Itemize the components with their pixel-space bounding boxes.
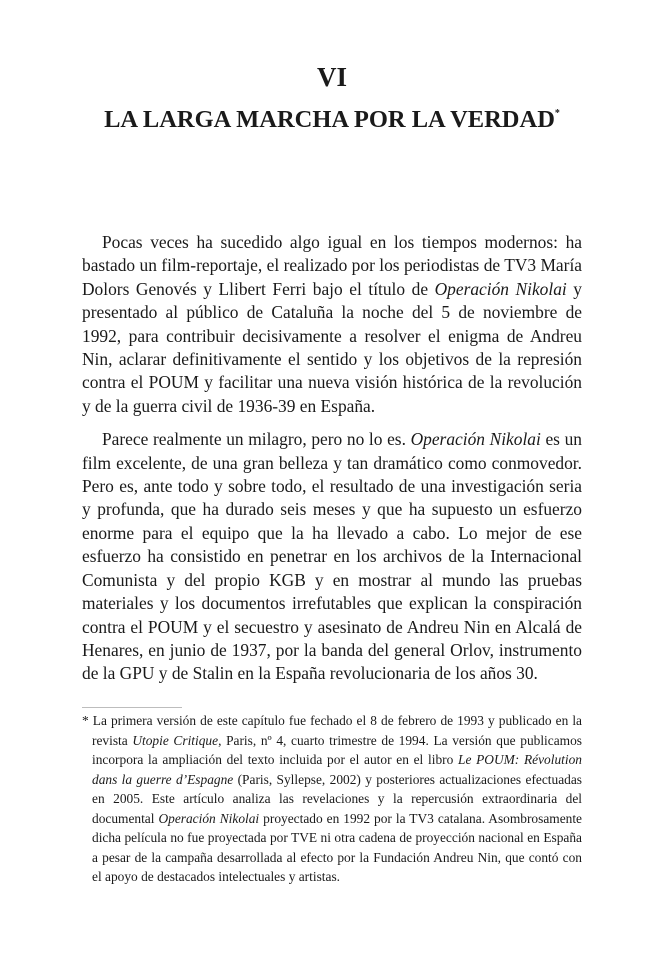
chapter-title [78, 106, 586, 134]
footnote: * La primera versión de este capítulo fue fechado el 8 de febrero de 1993 y publicado en la revista Utopie Critique, Paris, nº 4, cuarto trimestre de 1994. La versión que publicamos incorpora la ampliación del texto incluida por el autor en el libro Le POUM: Révolution dans la guerre d’Espagne (Paris, Syllepse, 2002) y posteriores actualizaciones efectuadas en 2005. Este artículo analiza las revelaciones y la repercusión extraordinaria del documental Operación Nikolai proyectado en 1992 por la TV3 catalana. Asombrosamente dicha película no fue proyectada por TVE ni otra cadena de proyección nacional en España a pesar de la campaña desarrollada al efecto por la Fundación Andreu Nin, que contó con el apoyo de destacados intelectuales y artistas. [82, 713, 583, 884]
paragraph-2: Parece realmente un milagro, pero no lo es. Operación Nikolai es un film excelente, de una gran belleza y tan dramático como conmovedor. Pero es, ante todo y sobre todo, el resultado de una investigación seria y profunda, que ha durado seis meses y que ha supuesto un esfuerzo enorme para el equipo que la ha llevado a cabo. Lo mejor de ese esfuerzo ha consistido en penetrar en los archivos de la Internacional Comunista y del propio KGB y en mostrar al mundo las pruebas materiales y los documentos irrefutables que explican la conspiración contra el POUM y el secuestro y asesinato de Andreu Nin en Alcalá de Henares, en junio de 1937, por la banda del general Orlov, instrumento de la GPU y de Stalin en la España revolucionaria de los años 30. [82, 429, 582, 684]
body-text [82, 231, 582, 696]
footnote-divider [82, 707, 182, 708]
paragraph-1: Pocas veces ha sucedido algo igual en los tiempos modernos: ha bastado un film-reportaje, el realizado por los periodistas de TV3 María Dolors Genovés y Llibert Ferri bajo el título de Operación Nikolai y presentado al público de Cataluña la noche del 5 de noviembre de 1992, para contribuir decisivamente a resolver el enigma de Andreu Nin, aclarar definitivamente el sentido y los objetivos de la represión contra el POUM y facilitar una nueva visión histórica de la revolución y de la guerra civil de 1936-39 en España. [82, 232, 582, 416]
footnote-marker: * [554, 108, 560, 119]
chapter-number: VI [316, 62, 347, 92]
chapter-title-text: LA LARGA MARCHA POR LA VERDAD [104, 106, 555, 133]
